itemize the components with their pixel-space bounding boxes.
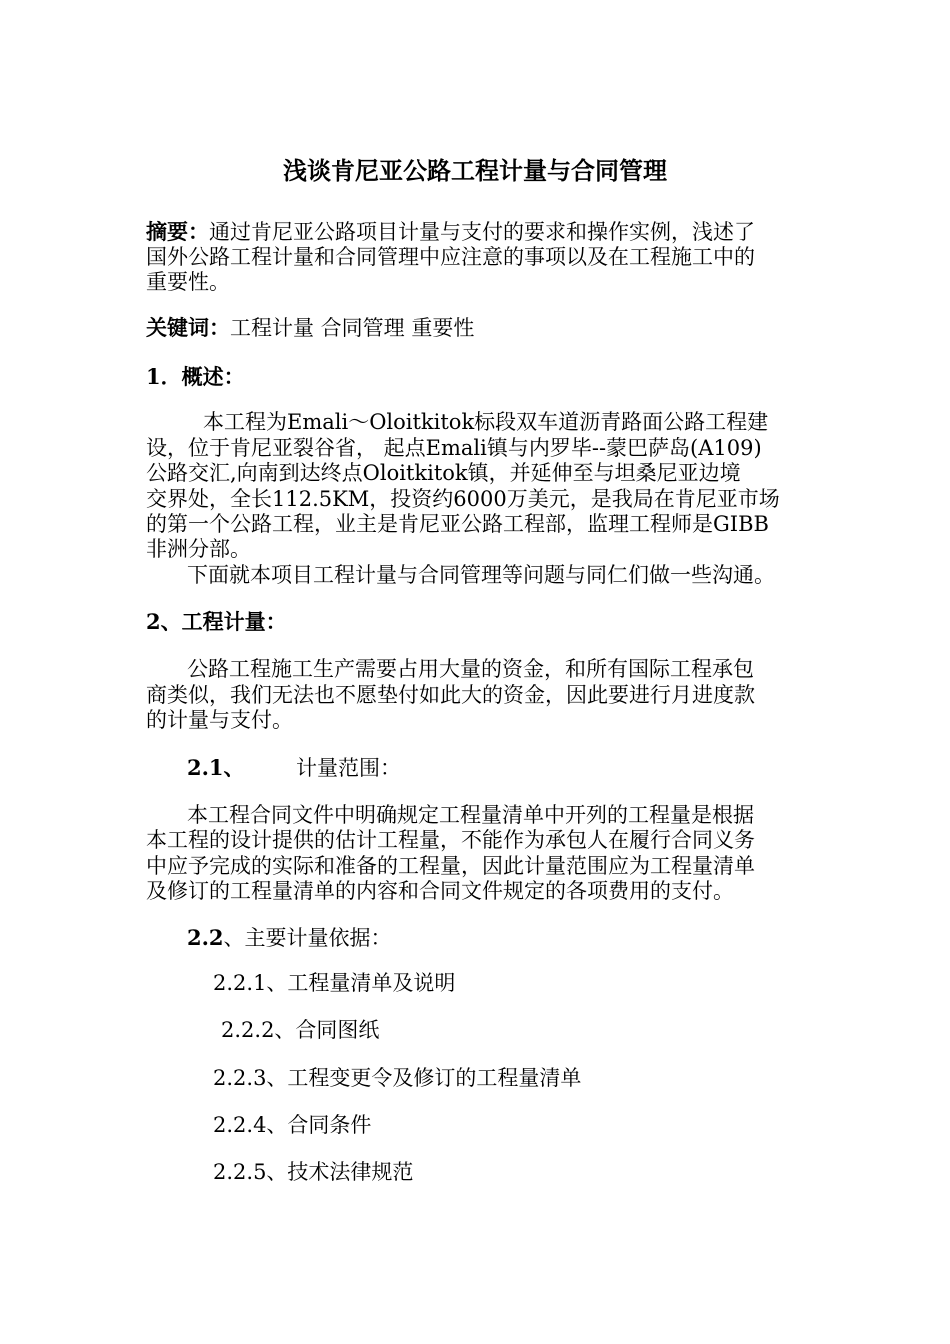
document-title: 浅谈肯尼亚公路工程计量与合同管理 <box>283 156 667 185</box>
section-2-heading: 2、工程计量： <box>146 609 287 634</box>
section-1-heading: 1．概述： <box>146 364 245 389</box>
abstract-text-1: 通过肯尼亚公路项目计量与支付的要求和操作实例，浅述了 <box>209 220 755 244</box>
abstract-line-2: 国外公路工程计量和合同管理中应注意的事项以及在工程施工中的 <box>146 245 755 269</box>
section-2-para-2-line: 中应予完成的实际和准备的工程量，因此计量范围应为工程量清单 <box>146 854 755 878</box>
subsection-2-1-title: 计量范围： <box>296 756 401 780</box>
list-item: 2.2.1、工程量清单及说明 <box>213 971 456 995</box>
section-1-para-line: 交界处，全长112.5KM，投资约6000万美元，是我局在肯尼亚市场 <box>146 487 780 511</box>
section-1-para-line: 的第一个公路工程，业主是肯尼亚公路工程部，监理工程师是GIBB <box>146 512 769 536</box>
abstract-line-1 <box>146 219 755 245</box>
abstract-line-3: 重要性。 <box>146 270 230 294</box>
list-item: 2.2.4、合同条件 <box>213 1113 372 1137</box>
section-2-para-line: 的计量与支付。 <box>146 708 293 732</box>
keywords-text: 工程计量 合同管理 重要性 <box>230 316 475 340</box>
section-2-para-2-line: 及修订的工程量清单的内容和合同文件规定的各项费用的支付。 <box>146 879 734 903</box>
subsection-2-1-number: 2.1、 <box>187 755 245 780</box>
subsection-2-2-title: 、主要计量依据： <box>223 926 392 950</box>
list-item: 2.2.2、合同图纸 <box>221 1018 380 1042</box>
section-1-para-line: 本工程为Emali～Oloitkitok标段双车道沥青路面公路工程建 <box>203 410 769 434</box>
keywords-label: 关键词： <box>146 315 230 340</box>
keywords-line <box>146 315 474 341</box>
section-1-para-line: 设，位于肯尼亚裂谷省， 起点Emali镇与内罗毕--蒙巴萨岛(A109) <box>146 436 762 460</box>
section-2-para-line: 公路工程施工生产需要占用大量的资金，和所有国际工程承包 <box>187 657 754 681</box>
section-1-para-line: 非洲分部。 <box>146 537 251 561</box>
section-2-para-2-line: 本工程合同文件中明确规定工程量清单中开列的工程量是根据 <box>187 803 754 827</box>
list-item: 2.2.3、工程变更令及修订的工程量清单 <box>213 1066 582 1090</box>
section-1-para-2: 下面就本项目工程计量与合同管理等问题与同仁们做一些沟通。 <box>187 563 775 587</box>
subsection-2-2-heading <box>187 925 392 951</box>
section-2-para-2-line: 本工程的设计提供的估计工程量，不能作为承包人在履行合同义务 <box>146 828 755 852</box>
subsection-2-2-number: 2.2 <box>187 925 224 950</box>
section-1-para-line: 公路交汇,向南到达终点Oloitkitok镇，并延伸至与坦桑尼亚边境 <box>146 461 741 485</box>
abstract-label: 摘要： <box>146 219 209 244</box>
list-item: 2.2.5、技术法律规范 <box>213 1160 414 1184</box>
section-2-para-line: 商类似，我们无法也不愿垫付如此大的资金，因此要进行月进度款 <box>146 683 755 707</box>
